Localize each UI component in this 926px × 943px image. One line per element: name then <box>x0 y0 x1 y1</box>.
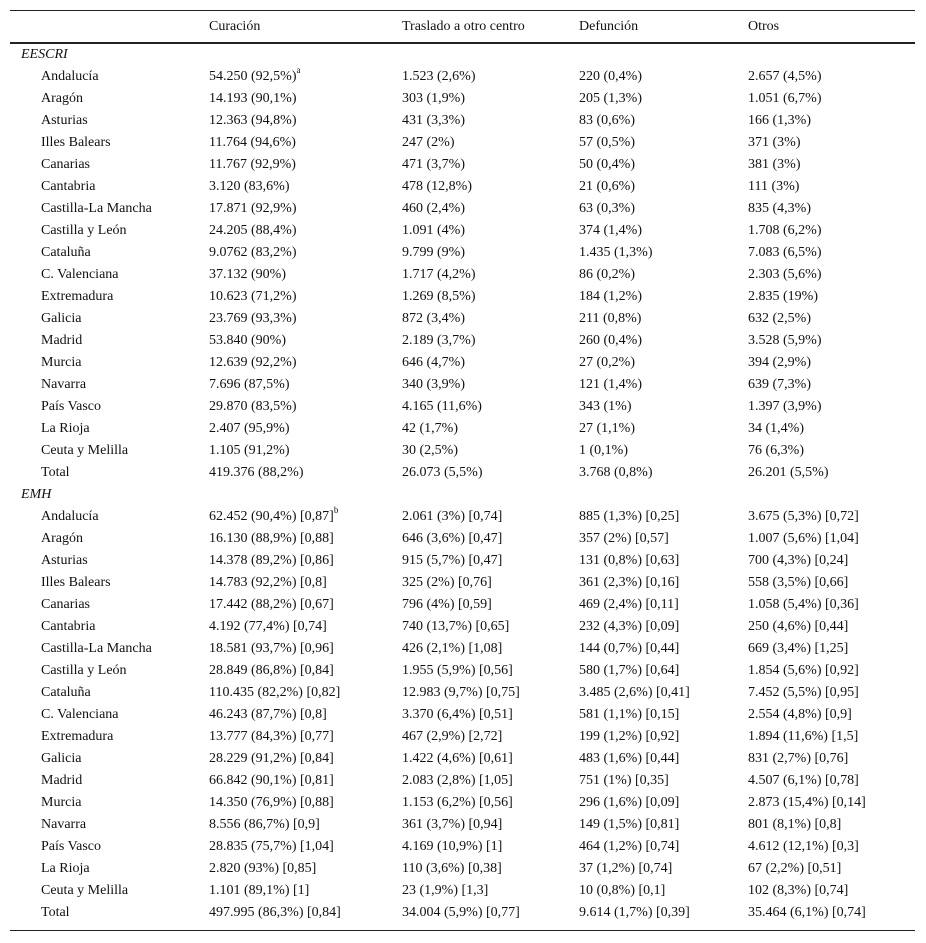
defuncion-cell: 9.614 (1,7%) [0,39] <box>579 905 690 920</box>
region-cell: Castilla-La Mancha <box>41 641 152 656</box>
otros-cell: 35.464 (6,1%) [0,74] <box>748 905 866 920</box>
otros-cell: 835 (4,3%) <box>748 201 811 216</box>
defuncion-cell: 464 (1,2%) [0,74] <box>579 839 680 854</box>
region-cell: Aragón <box>41 91 83 106</box>
traslado-cell: 872 (3,4%) <box>402 311 465 326</box>
total-row <box>0 462 926 484</box>
table-row <box>0 550 926 572</box>
otros-cell: 4.507 (6,1%) [0,78] <box>748 773 859 788</box>
curacion-value: 1.105 (91,2%) <box>209 443 290 458</box>
curacion-value: 28.229 (91,2%) [0,84] <box>209 751 334 766</box>
otros-cell: 102 (8,3%) [0,74] <box>748 883 849 898</box>
defuncion-cell: 144 (0,7%) [0,44] <box>579 641 680 656</box>
traslado-cell: 915 (5,7%) [0,47] <box>402 553 503 568</box>
curacion-cell <box>209 704 327 726</box>
table-row <box>0 198 926 220</box>
traslado-cell: 1.717 (4,2%) <box>402 267 476 282</box>
defuncion-cell: 63 (0,3%) <box>579 201 635 216</box>
curacion-cell <box>209 264 286 286</box>
defuncion-cell: 149 (1,5%) [0,81] <box>579 817 680 832</box>
traslado-cell: 2.189 (3,7%) <box>402 333 476 348</box>
table-row <box>0 418 926 440</box>
defuncion-cell: 121 (1,4%) <box>579 377 642 392</box>
traslado-cell: 1.523 (2,6%) <box>402 69 476 84</box>
table-row <box>0 726 926 748</box>
curacion-value: 497.995 (86,3%) [0,84] <box>209 905 341 920</box>
defuncion-cell: 27 (1,1%) <box>579 421 635 436</box>
region-cell: Cataluña <box>41 245 91 260</box>
curacion-value: 46.243 (87,7%) [0,8] <box>209 707 327 722</box>
curacion-value: 12.363 (94,8%) <box>209 113 297 128</box>
defuncion-cell: 343 (1%) <box>579 399 632 414</box>
defuncion-cell: 205 (1,3%) <box>579 91 642 106</box>
table-row <box>0 836 926 858</box>
defuncion-cell: 361 (2,3%) [0,16] <box>579 575 680 590</box>
curacion-value: 4.192 (77,4%) [0,74] <box>209 619 327 634</box>
traslado-cell: 340 (3,9%) <box>402 377 465 392</box>
region-cell: País Vasco <box>41 399 102 414</box>
curacion-value: 16.130 (88,9%) [0,88] <box>209 531 334 546</box>
region-cell: Madrid <box>41 333 83 348</box>
otros-cell: 3.675 (5,3%) [0,72] <box>748 509 859 524</box>
curacion-value: 11.767 (92,9%) <box>209 157 296 172</box>
curacion-value: 3.120 (83,6%) <box>209 179 290 194</box>
defuncion-cell: 184 (1,2%) <box>579 289 642 304</box>
defuncion-cell: 751 (1%) [0,35] <box>579 773 669 788</box>
header-defuncion: Defunción <box>579 19 639 34</box>
region-cell: Galicia <box>41 311 82 326</box>
region-cell: Andalucía <box>41 509 99 524</box>
table-row <box>0 352 926 374</box>
table-row <box>0 154 926 176</box>
curacion-value: 419.376 (88,2%) <box>209 465 304 480</box>
table-row <box>0 704 926 726</box>
curacion-cell <box>209 88 297 110</box>
traslado-cell: 1.422 (4,6%) [0,61] <box>402 751 513 766</box>
traslado-cell: 303 (1,9%) <box>402 91 465 106</box>
otros-cell: 1.854 (5,6%) [0,92] <box>748 663 859 678</box>
curacion-value: 29.870 (83,5%) <box>209 399 297 414</box>
defuncion-cell: 374 (1,4%) <box>579 223 642 238</box>
curacion-value: 13.777 (84,3%) [0,77] <box>209 729 334 744</box>
traslado-cell: 26.073 (5,5%) <box>402 465 483 480</box>
defuncion-cell: 83 (0,6%) <box>579 113 635 128</box>
otros-cell: 2.303 (5,6%) <box>748 267 822 282</box>
otros-cell: 67 (2,2%) [0,51] <box>748 861 842 876</box>
defuncion-cell: 37 (1,2%) [0,74] <box>579 861 673 876</box>
otros-cell: 76 (6,3%) <box>748 443 804 458</box>
table-row <box>0 792 926 814</box>
table-row <box>0 770 926 792</box>
header-otros: Otros <box>748 19 780 34</box>
curacion-cell <box>209 550 334 572</box>
defuncion-cell: 296 (1,6%) [0,09] <box>579 795 680 810</box>
table-row <box>0 374 926 396</box>
curacion-value: 14.350 (76,9%) [0,88] <box>209 795 334 810</box>
defuncion-cell: 3.485 (2,6%) [0,41] <box>579 685 690 700</box>
curacion-cell <box>209 792 334 814</box>
curacion-cell <box>209 66 301 88</box>
defuncion-cell: 1.435 (1,3%) <box>579 245 653 260</box>
curacion-cell <box>209 682 340 704</box>
traslado-cell: 740 (13,7%) [0,65] <box>402 619 510 634</box>
region-cell: Murcia <box>41 795 82 810</box>
region-cell: Andalucía <box>41 69 99 84</box>
traslado-cell: 4.165 (11,6%) <box>402 399 482 414</box>
footnote-marker: a <box>296 65 301 76</box>
otros-cell: 7.452 (5,5%) [0,95] <box>748 685 859 700</box>
defuncion-cell: 1 (0,1%) <box>579 443 628 458</box>
curacion-value: 14.378 (89,2%) [0,86] <box>209 553 334 568</box>
curacion-value: 17.871 (92,9%) <box>209 201 297 216</box>
otros-cell: 1.894 (11,6%) [1,5] <box>748 729 859 744</box>
table-row <box>0 132 926 154</box>
total-row <box>0 902 926 924</box>
curacion-cell <box>209 418 290 440</box>
defuncion-cell: 131 (0,8%) [0,63] <box>579 553 680 568</box>
traslado-cell: 796 (4%) [0,59] <box>402 597 492 612</box>
curacion-cell <box>209 352 297 374</box>
curacion-cell <box>209 220 297 242</box>
curacion-cell <box>209 242 297 264</box>
traslado-cell: 12.983 (9,7%) [0,75] <box>402 685 520 700</box>
defuncion-cell: 232 (4,3%) [0,09] <box>579 619 680 634</box>
traslado-cell: 361 (3,7%) [0,94] <box>402 817 503 832</box>
curacion-value: 9.0762 (83,2%) <box>209 245 297 260</box>
traslado-cell: 110 (3,6%) [0,38] <box>402 861 502 876</box>
traslado-cell: 1.955 (5,9%) [0,56] <box>402 663 513 678</box>
otros-cell: 250 (4,6%) [0,44] <box>748 619 849 634</box>
defuncion-cell: 199 (1,2%) [0,92] <box>579 729 680 744</box>
table-row <box>0 880 926 902</box>
curacion-value: 24.205 (88,4%) <box>209 223 297 238</box>
region-cell: Aragón <box>41 531 83 546</box>
region-cell: Extremadura <box>41 729 114 744</box>
table-row <box>0 264 926 286</box>
region-cell: Total <box>41 905 70 920</box>
otros-cell: 34 (1,4%) <box>748 421 804 436</box>
traslado-cell: 646 (3,6%) [0,47] <box>402 531 503 546</box>
table-row <box>0 220 926 242</box>
defuncion-cell: 483 (1,6%) [0,44] <box>579 751 680 766</box>
region-cell: Canarias <box>41 597 90 612</box>
curacion-value: 110.435 (82,2%) [0,82] <box>209 685 341 700</box>
traslado-cell: 646 (4,7%) <box>402 355 465 370</box>
region-cell: Navarra <box>41 377 87 392</box>
table-row <box>0 660 926 682</box>
defuncion-cell: 50 (0,4%) <box>579 157 635 172</box>
curacion-cell <box>209 506 338 528</box>
region-cell: Asturias <box>41 553 88 568</box>
otros-cell: 2.873 (15,4%) [0,14] <box>748 795 866 810</box>
table-row <box>0 66 926 88</box>
curacion-cell <box>209 132 296 154</box>
curacion-cell <box>209 528 334 550</box>
defuncion-cell: 27 (0,2%) <box>579 355 635 370</box>
section-title: EMH <box>21 487 52 502</box>
region-cell: Illes Balears <box>41 135 111 150</box>
table-row <box>0 528 926 550</box>
defuncion-cell: 57 (0,5%) <box>579 135 635 150</box>
region-cell: La Rioja <box>41 861 90 876</box>
curacion-value: 37.132 (90%) <box>209 267 286 282</box>
otros-cell: 26.201 (5,5%) <box>748 465 829 480</box>
table-bottom-rule <box>10 930 915 931</box>
table-row <box>0 594 926 616</box>
region-cell: La Rioja <box>41 421 90 436</box>
curacion-value: 28.835 (75,7%) [1,04] <box>209 839 334 854</box>
otros-cell: 1.708 (6,2%) <box>748 223 822 238</box>
curacion-cell <box>209 330 286 352</box>
curacion-value: 23.769 (93,3%) <box>209 311 297 326</box>
table-row <box>0 748 926 770</box>
otros-cell: 1.058 (5,4%) [0,36] <box>748 597 859 612</box>
curacion-cell <box>209 374 290 396</box>
region-cell: País Vasco <box>41 839 102 854</box>
otros-cell: 111 (3%) <box>748 179 800 194</box>
traslado-cell: 426 (2,1%) [1,08] <box>402 641 503 656</box>
traslado-cell: 247 (2%) <box>402 135 455 150</box>
curacion-cell <box>209 836 334 858</box>
traslado-cell: 460 (2,4%) <box>402 201 465 216</box>
table-row <box>0 242 926 264</box>
curacion-value: 62.452 (90,4%) [0,87] <box>209 509 334 524</box>
defuncion-cell: 581 (1,1%) [0,15] <box>579 707 680 722</box>
otros-cell: 639 (7,3%) <box>748 377 811 392</box>
curacion-cell <box>209 880 309 902</box>
otros-cell: 1.007 (5,6%) [1,04] <box>748 531 859 546</box>
curacion-cell <box>209 572 327 594</box>
region-cell: C. Valenciana <box>41 707 119 722</box>
otros-cell: 669 (3,4%) [1,25] <box>748 641 849 656</box>
region-cell: Navarra <box>41 817 87 832</box>
curacion-value: 12.639 (92,2%) <box>209 355 297 370</box>
defuncion-cell: 260 (0,4%) <box>579 333 642 348</box>
curacion-value: 2.407 (95,9%) <box>209 421 290 436</box>
region-cell: Cataluña <box>41 685 91 700</box>
curacion-value: 8.556 (86,7%) [0,9] <box>209 817 320 832</box>
curacion-value: 1.101 (89,1%) [1] <box>209 883 310 898</box>
curacion-value: 14.783 (92,2%) [0,8] <box>209 575 327 590</box>
otros-cell: 166 (1,3%) <box>748 113 811 128</box>
curacion-cell <box>209 594 334 616</box>
table-row <box>0 110 926 132</box>
otros-cell: 1.397 (3,9%) <box>748 399 822 414</box>
table-row <box>0 858 926 880</box>
traslado-cell: 467 (2,9%) [2,72] <box>402 729 503 744</box>
table-row <box>0 506 926 528</box>
curacion-cell <box>209 308 297 330</box>
curacion-value: 53.840 (90%) <box>209 333 286 348</box>
curacion-cell <box>209 902 341 924</box>
traslado-cell: 2.083 (2,8%) [1,05] <box>402 773 513 788</box>
curacion-value: 54.250 (92,5%) <box>209 69 297 84</box>
otros-cell: 801 (8,1%) [0,8] <box>748 817 842 832</box>
traslado-cell: 431 (3,3%) <box>402 113 465 128</box>
curacion-cell <box>209 396 297 418</box>
header-curacion: Curación <box>209 19 261 34</box>
curacion-cell <box>209 858 316 880</box>
traslado-cell: 9.799 (9%) <box>402 245 465 260</box>
table-row <box>0 286 926 308</box>
footnote-marker: b <box>333 505 339 516</box>
region-cell: Castilla-La Mancha <box>41 201 152 216</box>
region-cell: Murcia <box>41 355 82 370</box>
defuncion-cell: 3.768 (0,8%) <box>579 465 653 480</box>
region-cell: Madrid <box>41 773 83 788</box>
otros-cell: 4.612 (12,1%) [0,3] <box>748 839 859 854</box>
defuncion-cell: 580 (1,7%) [0,64] <box>579 663 680 678</box>
otros-cell: 2.657 (4,5%) <box>748 69 822 84</box>
otros-cell: 3.528 (5,9%) <box>748 333 822 348</box>
defuncion-cell: 357 (2%) [0,57] <box>579 531 669 546</box>
traslado-cell: 3.370 (6,4%) [0,51] <box>402 707 513 722</box>
curacion-cell <box>209 814 320 836</box>
curacion-value: 18.581 (93,7%) [0,96] <box>209 641 334 656</box>
curacion-cell <box>209 748 334 770</box>
region-cell: Illes Balears <box>41 575 111 590</box>
traslado-cell: 1.153 (6,2%) [0,56] <box>402 795 513 810</box>
table-row <box>0 682 926 704</box>
table-row <box>0 396 926 418</box>
otros-cell: 831 (2,7%) [0,76] <box>748 751 849 766</box>
region-cell: Cantabria <box>41 619 96 634</box>
traslado-cell: 23 (1,9%) [1,3] <box>402 883 489 898</box>
traslado-cell: 34.004 (5,9%) [0,77] <box>402 905 520 920</box>
curacion-cell <box>209 198 297 220</box>
curacion-cell <box>209 440 290 462</box>
table-row <box>0 176 926 198</box>
otros-cell: 632 (2,5%) <box>748 311 811 326</box>
traslado-cell: 325 (2%) [0,76] <box>402 575 492 590</box>
region-cell: Castilla y León <box>41 223 127 238</box>
table-row <box>0 814 926 836</box>
otros-cell: 2.554 (4,8%) [0,9] <box>748 707 852 722</box>
traslado-cell: 1.269 (8,5%) <box>402 289 476 304</box>
curacion-value: 66.842 (90,1%) [0,81] <box>209 773 334 788</box>
curacion-cell <box>209 638 334 660</box>
otros-cell: 394 (2,9%) <box>748 355 811 370</box>
defuncion-cell: 21 (0,6%) <box>579 179 635 194</box>
region-cell: Extremadura <box>41 289 114 304</box>
table-top-rule <box>10 10 915 11</box>
table-header-rule <box>10 42 915 44</box>
traslado-cell: 471 (3,7%) <box>402 157 465 172</box>
curacion-value: 7.696 (87,5%) <box>209 377 290 392</box>
table-row <box>0 440 926 462</box>
otros-cell: 381 (3%) <box>748 157 801 172</box>
curacion-cell <box>209 110 297 132</box>
otros-cell: 700 (4,3%) [0,24] <box>748 553 849 568</box>
region-cell: Canarias <box>41 157 90 172</box>
table-row <box>0 88 926 110</box>
defuncion-cell: 211 (0,8%) <box>579 311 642 326</box>
otros-cell: 1.051 (6,7%) <box>748 91 822 106</box>
curacion-cell <box>209 462 304 484</box>
header-traslado: Traslado a otro centro <box>402 19 525 34</box>
table-row <box>0 572 926 594</box>
defuncion-cell: 469 (2,4%) [0,11] <box>579 597 679 612</box>
curacion-cell <box>209 176 290 198</box>
defuncion-cell: 885 (1,3%) [0,25] <box>579 509 680 524</box>
traslado-cell: 4.169 (10,9%) [1] <box>402 839 503 854</box>
table-row <box>0 330 926 352</box>
section-title: EESCRI <box>21 47 68 62</box>
curacion-value: 11.764 (94,6%) <box>209 135 296 150</box>
defuncion-cell: 220 (0,4%) <box>579 69 642 84</box>
curacion-cell <box>209 770 334 792</box>
defuncion-cell: 86 (0,2%) <box>579 267 635 282</box>
region-cell: Ceuta y Melilla <box>41 883 129 898</box>
curacion-value: 28.849 (86,8%) [0,84] <box>209 663 334 678</box>
curacion-cell <box>209 660 334 682</box>
table-header-row <box>0 16 926 38</box>
otros-cell: 371 (3%) <box>748 135 801 150</box>
table-row <box>0 638 926 660</box>
region-cell: Cantabria <box>41 179 96 194</box>
traslado-cell: 478 (12,8%) <box>402 179 472 194</box>
defuncion-cell: 10 (0,8%) [0,1] <box>579 883 666 898</box>
curacion-cell <box>209 154 296 176</box>
region-cell: Ceuta y Melilla <box>41 443 129 458</box>
curacion-value: 14.193 (90,1%) <box>209 91 297 106</box>
curacion-value: 2.820 (93%) [0,85] <box>209 861 317 876</box>
region-cell: Galicia <box>41 751 82 766</box>
curacion-value: 10.623 (71,2%) <box>209 289 297 304</box>
curacion-cell <box>209 616 327 638</box>
region-cell: Total <box>41 465 70 480</box>
otros-cell: 558 (3,5%) [0,66] <box>748 575 849 590</box>
otros-cell: 7.083 (6,5%) <box>748 245 822 260</box>
traslado-cell: 30 (2,5%) <box>402 443 458 458</box>
table-row <box>0 308 926 330</box>
otros-cell: 2.835 (19%) <box>748 289 818 304</box>
region-cell: Asturias <box>41 113 88 128</box>
curacion-value: 17.442 (88,2%) [0,67] <box>209 597 334 612</box>
traslado-cell: 2.061 (3%) [0,74] <box>402 509 503 524</box>
region-cell: Castilla y León <box>41 663 127 678</box>
traslado-cell: 42 (1,7%) <box>402 421 458 436</box>
curacion-cell <box>209 726 334 748</box>
region-cell: C. Valenciana <box>41 267 119 282</box>
curacion-cell <box>209 286 297 308</box>
table-row <box>0 616 926 638</box>
traslado-cell: 1.091 (4%) <box>402 223 465 238</box>
